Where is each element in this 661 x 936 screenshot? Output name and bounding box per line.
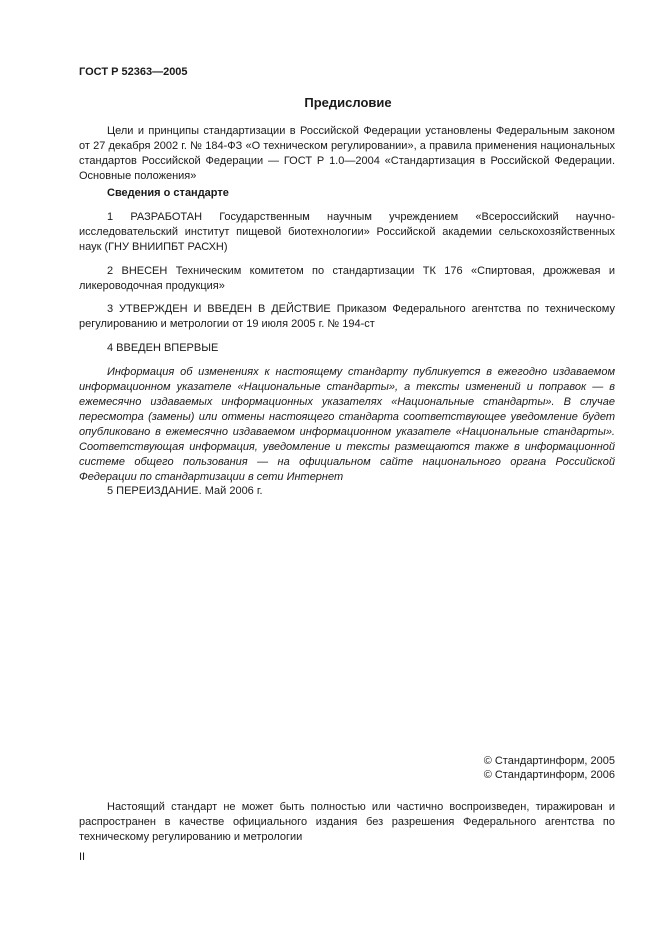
item-3-approved: 3 УТВЕРЖДЕН И ВВЕДЕН В ДЕЙСТВИЕ Приказом Федерального агентства по техническому регулированию и метрологии от 19 июля 2005 г. № 194-ст (79, 303, 615, 330)
item-2-introduced: 2 ВНЕСЕН Техническим комитетом по стандартизации ТК 176 «Спиртовая, дрожжевая и ликероводочная продукция» (79, 265, 615, 292)
changes-notice-paragraph: Информация об изменениях к настоящему стандарту публикуется в ежегодно издаваемом информационном указателе «Национальные стандарты», а тексты изменений и поправок — в ежемесячно издаваемых информационных указателях «Национальные стандарты». В случае пересмотра (замены) или отмены настоящего стандарта соответствующее уведомление будет опубликовано в ежемесячно издаваемом информационном указателе «Национальные стандарты». Соответствующая информация, уведомление и тексты размещаются также в информационной системе общего пользования — на официальном сайте национального органа Российской Федерации по стандартизации в сети Интернет (79, 366, 615, 483)
copyright-line-2005: © Стандартинформ, 2005 (483, 755, 615, 767)
item-4-first-introduced: 4 ВВЕДЕН ВПЕРВЫЕ (107, 342, 219, 354)
document-code-header: ГОСТ Р 52363—2005 (79, 66, 188, 78)
reproduction-notice: Настоящий стандарт не может быть полностью или частично воспроизведен, тиражирован и распространен в качестве официального издания без разрешения Федерального агентства по техническому регулированию и метрологии (79, 801, 615, 843)
page-title: Предисловие (304, 95, 392, 110)
intro-paragraph: Цели и принципы стандартизации в Российской Федерации установлены Федеральным законом от 27 декабря 2002 г. № 184-ФЗ «О техническом регулировании», а правила применения национальных стандартов Российской Федерации — ГОСТ Р 1.0—2004 «Стандартизация в Российской Федерации. Основные положения» (79, 125, 615, 182)
copyright-line-2006: © Стандартинформ, 2006 (483, 769, 615, 781)
item-1-developed: 1 РАЗРАБОТАН Государственным научным учреждением «Всероссийский научно-исследовательский институт пищевой биотехнологии» Российской академии сельскохозяйственных наук (ГНУ ВНИИПБТ РАСХН) (79, 211, 615, 253)
item-5-reissue: 5 ПЕРЕИЗДАНИЕ. Май 2006 г. (107, 485, 263, 497)
page-number: II (79, 851, 86, 863)
section-heading: Сведения о стандарте (107, 187, 229, 199)
